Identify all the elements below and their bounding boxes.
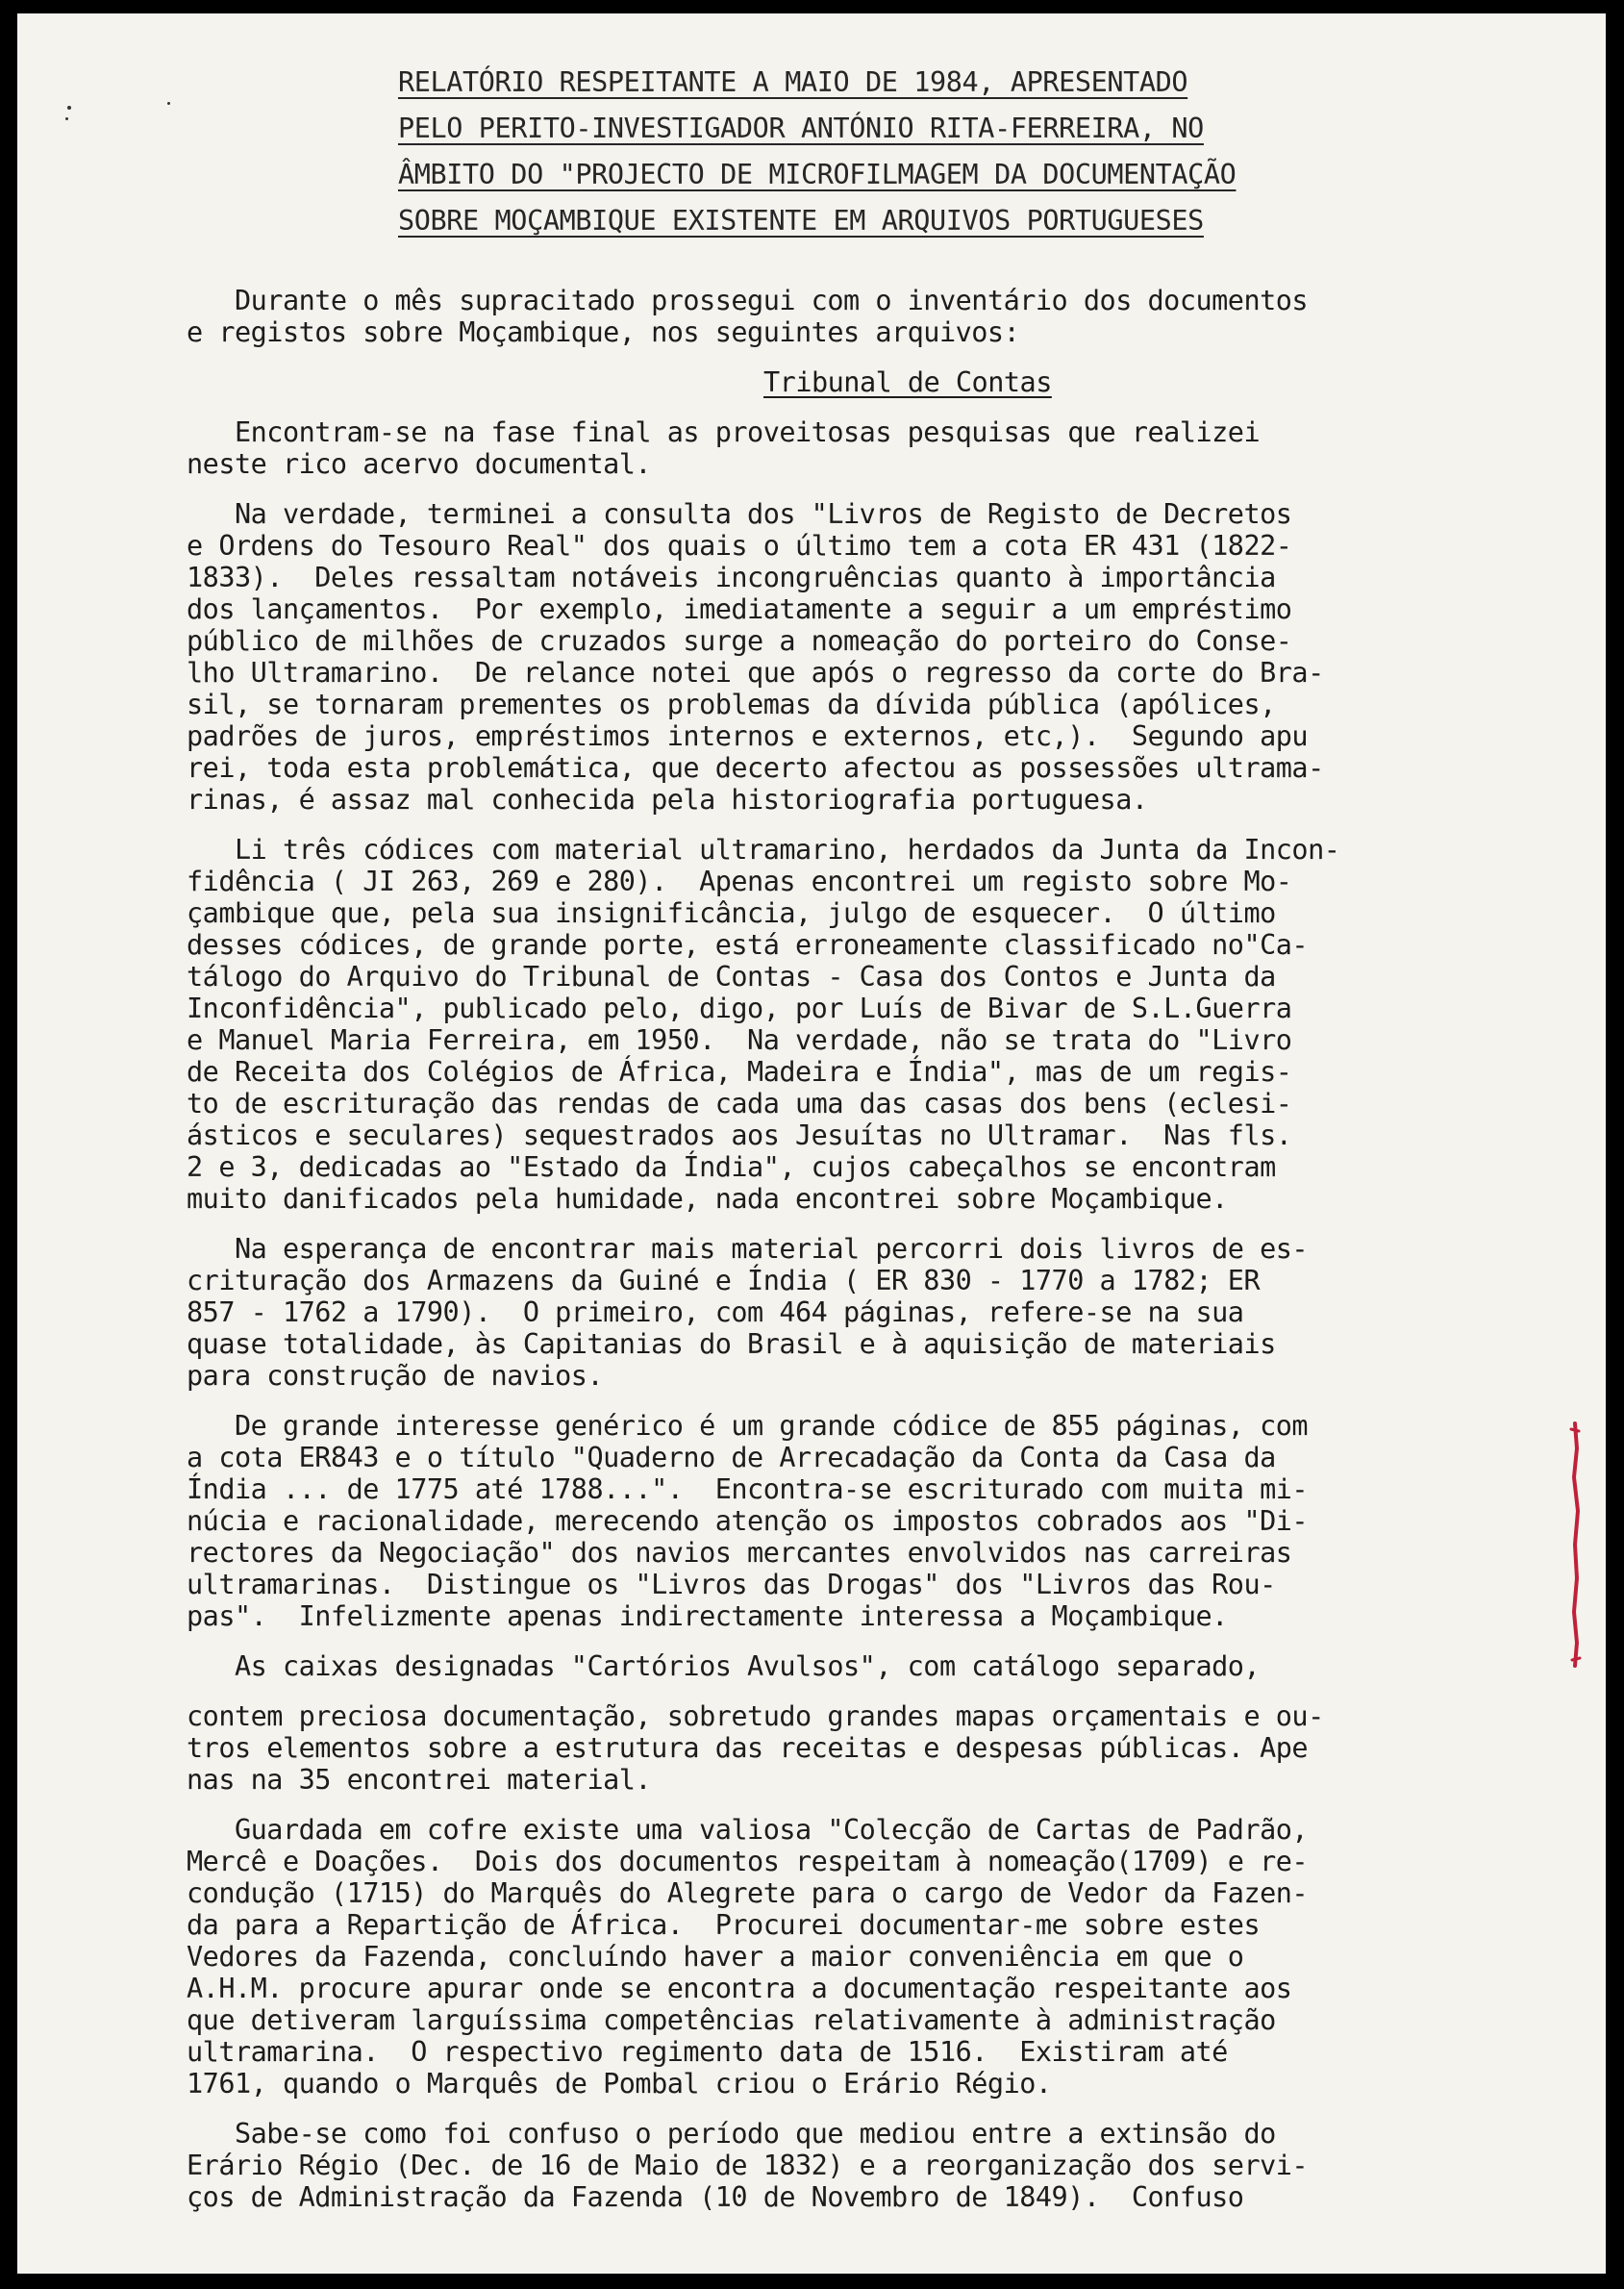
- body-paragraph: Li três códices com material ultramarino, herdados da Junta da Incon- fidência ( JI 263, 269 e 280). Apenas encontrei um registo sobre Mo- çambique que, pela sua insignificância, julgo de esquecer. O último desses códices, de grande porte, está erroneamente classificado no"Ca- tálogo do Arquivo do Tribunal de Contas - Casa dos Contos e Junta da Inconfidência", publicado pelo, digo, por Luís de Bivar de S.L.Guerra e Manuel Maria Ferreira, em 1950. Na verdade, não se trata do "Livro de Receita dos Colégios de África, Madeira e Índia", mas de um regis- to de escrituração das rendas de cada uma das casas dos bens (eclesi- ásticos e seculares) sequestrados aos Jesuítas no Ultramar. Nas fls. 2 e 3, dedicadas ao "Estado da Índia", cujos cabeçalhos se encontram muito danificados pela humidade, nada encontrei sobre Moçambique.: [187, 834, 1340, 1215]
- body-paragraph: contem preciosa documentação, sobretudo grandes mapas orçamentais e ou- tros elementos sobre a estrutura das receitas e despesas públicas. Ape nas na 35 encontrei material.: [187, 1700, 1324, 1796]
- report-body: [187, 285, 1590, 2231]
- document-page: [17, 13, 1606, 2274]
- title-line: ÂMBITO DO "PROJECTO DE MICROFILMAGEM DA DOCUMENTAÇÃO: [398, 159, 1237, 190]
- body-paragraph: Na verdade, terminei a consulta dos "Livros de Registo de Decretos e Ordens do Tesouro Real" dos quais o último tem a cota ER 431 (1822- 1833). Deles ressaltam notáveis incongruências quanto à importância dos lançamentos. Por exemplo, imediatamente a seguir a um empréstimo público de milhões de cruzados surge a nomeação do porteiro do Conse- lho Ultramarino. De relance notei que após o regresso da corte do Bra- sil, se tornaram prementes os problemas da dívida pública (apólices, padrões de juros, empréstimos internos e externos, etc,). Segundo apu rei, toda esta problemática, que decerto afectou as possessões ultrama- rinas, é assaz mal conhecida pela historiografia portuguesa.: [187, 498, 1324, 816]
- title-line: PELO PERITO-INVESTIGADOR ANTÓNIO RITA-FERREIRA, NO: [398, 113, 1204, 144]
- margin-bracket-mark: [1569, 1420, 1583, 1670]
- body-paragraph: As caixas designadas "Cartórios Avulsos", com catálogo separado,: [187, 1650, 1261, 1682]
- body-paragraph: Na esperança de encontrar mais material percorri dois livros de es- crituração dos Armazens da Guiné e Índia ( ER 830 - 1770 a 1782; ER 857 - 1762 a 1790). O primeiro, com 464 páginas, refere-se na sua quase totalidade, às Capitanias do Brasil e à aquisição de materiais para construção de navios.: [187, 1233, 1309, 1392]
- section-heading: Tribunal de Contas: [763, 366, 1052, 398]
- body-paragraph: De grande interesse genérico é um grande códice de 855 páginas, com a cota ER843 e o título "Quaderno de Arrecadação da Conta da Casa da Índia ... de 1775 até 1788...". Encontra-se escriturado com muita mi- núcia e racionalidade, merecendo atenção os impostos cobrados aos "Di- rectores da Negociação" dos navios mercantes envolvidos nas carreiras ultramarinas. Distingue os "Livros das Drogas" dos "Livros das Rou- pas". Infelizmente apenas indirectamente interessa a Moçambique.: [187, 1410, 1309, 1632]
- body-paragraph: Guardada em cofre existe uma valiosa "Colecção de Cartas de Padrão, Mercê e Doações. Dois dos documentos respeitam à nomeação(1709) e re- condução (1715) do Marquês do Alegrete para o cargo de Vedor da Fazen- da para a Repartição de África. Procurei documentar-me sobre estes Vedores da Fazenda, concluíndo haver a maior conveniência em que o A.H.M. procure apurar onde se encontra a documentação respeitante aos que detiveram larguíssima competências relativamente à administração ultramarina. O respectivo regimento data de 1516. Existiram até 1761, quando o Marquês de Pombal criou o Erário Régio.: [187, 1814, 1309, 2100]
- margin-speck: [65, 117, 68, 120]
- body-paragraph: Encontram-se na fase final as proveitosas pesquisas que realizei neste rico acervo documental.: [187, 416, 1261, 480]
- report-title: [398, 60, 1485, 244]
- body-paragraph: Sabe-se como foi confuso o período que mediou entre a extinsão do Erário Régio (Dec. de 16 de Maio de 1832) e a reorganização dos servi- ços de Administração da Fazenda (10 de Novembro de 1849). Confuso: [187, 2118, 1309, 2213]
- title-line: RELATÓRIO RESPEITANTE A MAIO DE 1984, APRESENTADO: [398, 66, 1188, 98]
- margin-speck: [67, 106, 71, 110]
- margin-speck: [167, 102, 170, 105]
- title-line: SOBRE MOÇAMBIQUE EXISTENTE EM ARQUIVOS PORTUGUESES: [398, 205, 1204, 237]
- intro-paragraph: Durante o mês supracitado prossegui com o inventário dos documentos e registos sobre Moçambique, nos seguintes arquivos:: [187, 285, 1309, 348]
